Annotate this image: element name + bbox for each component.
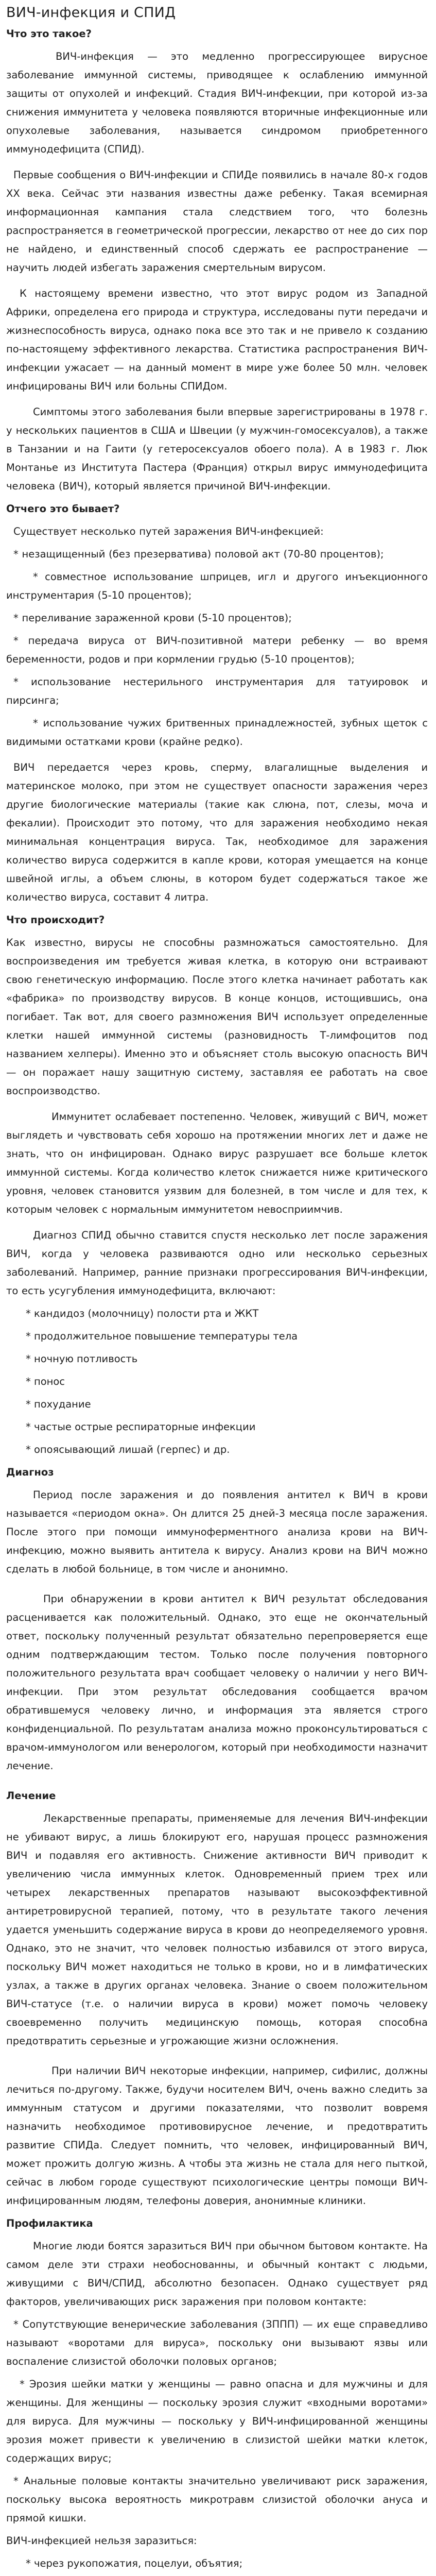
list-item: * ночную потливость [26, 1353, 138, 1365]
list-item: * совместное использование шприцев, игл и другого инъекционного инструментария (5-10 процентов); [6, 571, 428, 601]
list-item: * Сопутствующие венерические заболевания (ЗППП) — их еще справедливо называют «воротами для вируса», поскольку они вызывают язвы или воспаление слизистой оболочки половых органов; [6, 2318, 428, 2367]
list-item: * кандидоз (молочницу) полости рта и ЖКТ [26, 1308, 259, 1319]
paragraph: Как известно, вирусы не способны размножаться самостоятельно. Для воспроизведения им требуется живая клетка, в которую они встраивают свою генетическую информацию. После этого клетка начинает работать как «фабрика» по производству вирусов. В конце концов, истощившись, она погибает. Так вот, для своего размножения ВИЧ использует определенные клетки нашей иммунной системы (разновидность Т-лимфоцитов под названием хелперы). Именно это и объясняет столь высокую опасность ВИЧ — он поражает нашу защитную систему, заставляя ее работать на свое воспроизводство. [6, 937, 428, 1097]
section-causes [6, 500, 428, 907]
section-heading: Что это такое? [6, 28, 92, 40]
list-item: * Анальные половые контакты значительно увеличивают риск заражения, поскольку высока вероятность микротравм слизистой оболочки ануса и прямой кишки. [6, 2475, 428, 2524]
section-prevention [6, 2214, 428, 2576]
list-item: * через рукопожатия, поцелуи, объятия; [26, 2557, 243, 2569]
list-intro: ВИЧ-инфекцией нельзя заразиться: [6, 2535, 197, 2547]
list-item: * передача вируса от ВИЧ-позитивной матери ребенку — во время беременности, родов и при кормлении грудью (5-10 процентов); [6, 635, 428, 665]
paragraph: К настоящему времени известно, что этот вирус родом из Западной Африки, определена его природа и структура, исследованы пути передачи и жизнеспособность вируса, однако пока все это так и не привело к созданию по-настоящему эффективного лекарства. Статистика распространения ВИЧ-инфекции ужасает — на данный момент в мире уже более 50 млн. человек инфицированы ВИЧ или больны СПИДом. [6, 287, 428, 392]
list-item: * использование чужих бритвенных принадлежностей, зубных щеток с видимыми остатками крови (крайне редко). [6, 717, 428, 748]
paragraph: Лекарственные препараты, применяемые для лечения ВИЧ-инфекции не убивают вирус, а лишь блокируют его, нарушая процесс размножения ВИЧ и подавляя его активность. Снижение активности ВИЧ приводит к увеличению числа иммунных клеток. Одновременный прием трех или четырех лекарственных препаратов называют высокоэффективной антиретровирусной терапией, потому, что в результате такого лечения удается уменьшить содержание вируса в крови до неопределяемого уровня. Однако, это не значит, что человек полностью избавился от этого вируса, поскольку ВИЧ может находиться не только в крови, но и в лимфатических узлах, а также в других органах человека. Знание о своем положительном ВИЧ-статусе (т.е. о наличии вируса в крови) может помочь человеку своевременно получить медицинскую помощь, которая способна предотвратить серьезные и угрожающие жизни осложнения. [6, 1812, 428, 2047]
section-heading: Что происходит? [6, 914, 105, 926]
page-title: ВИЧ-инфекция и СПИД [6, 5, 176, 21]
list-intro: Существует несколько путей заражения ВИЧ-инфекцией: [13, 526, 324, 537]
list-item: * частые острые респираторные инфекции [26, 1421, 256, 1433]
paragraph: Диагноз СПИД обычно ставится спустя несколько лет после заражения ВИЧ, когда у человека развиваются одно или несколько серьезных заболеваний. Например, ранние признаки прогрессирования ВИЧ-инфекции, то есть усугубления иммунодефицита, включают: [6, 1229, 428, 1297]
list-item: * использование нестерильного инструментария для татуировок и пирсинга; [6, 676, 428, 706]
list-item: * продолжительное повышение температуры тела [26, 1330, 298, 1342]
paragraph: Многие люди боятся заразиться ВИЧ при обычном бытовом контакте. На самом деле эти страхи необоснованны, и обычный контакт с людьми, живущими с ВИЧ/СПИД, абсолютно безопасен. Однако существует ряд факторов, увеличивающих риск заражения при половом контакте: [6, 2240, 428, 2308]
section-what-happens [6, 911, 428, 1459]
paragraph: ВИЧ-инфекция — это медленно прогрессирующее вирусное заболевание иммунной системы, приводящее к ослаблению иммунной защиты от опухолей и инфекций. Стадия ВИЧ-инфекции, при которой из-за снижения иммунитета у человека появляются вторичные инфекционные или опухолевые заболевания, называется синдромом приобретенного иммунодефицита (СПИД). [6, 50, 428, 155]
section-heading: Лечение [6, 1790, 56, 1802]
paragraph: При наличии ВИЧ некоторые инфекции, например, сифилис, должны лечиться по-другому. Также, будучи носителем ВИЧ, очень важно следить за иммунным статусом и другими показателями, что позволит вовремя назначить необходимое противовирусное лечение, и предотвратить развитие СПИДа. Следует помнить, что человек, инфицированный ВИЧ, может прожить долгую жизнь. А чтобы эта жизнь не стала для него пыткой, сейчас в любом городе существуют психологические центры помощи ВИЧ-инфицированным людям, телефоны доверия, анонимные клиники. [6, 2065, 428, 2207]
list-item: * переливание зараженной крови (5-10 процентов); [13, 612, 292, 624]
paragraph: При обнаружении в крови антител к ВИЧ результат обследования расценивается как положительный. Однако, это еще не окончательный ответ, поскольку полученный результат обязательно перепроверяется еще одним подтверждающим тестом. Только после получения повторного положительного результата врач сообщает человеку о наличии у него ВИЧ-инфекции. При этом результат обследования сообщается врачом обратившемуся человеку лично, и информация эта является строго конфиденциальной. По результатам анализа можно проконсультироваться с врачом-иммунологом или венерологом, который при необходимости назначит лечение. [6, 1593, 428, 1772]
section-what-is-it [6, 25, 428, 496]
list-item: * понос [26, 1376, 65, 1387]
paragraph: Симптомы этого заболевания были впервые зарегистрированы в 1978 г. у нескольких пациентов в США и Швеции (у мужчин-гомосексуалов), а также в Танзании и на Гаити (у гетеросексуалов обоего пола). А в 1983 г. Люк Монтанье из Института Пастера (Франция) открыл вирус иммунодефицита человека (ВИЧ), который является причиной ВИЧ-инфекции. [6, 406, 428, 492]
paragraph: Иммунитет ослабевает постепенно. Человек, живущий с ВИЧ, может выглядеть и чувствовать себя хорошо на протяжении многих лет и даже не знать, что он инфицирован. Однако вирус разрушает все больше клеток иммунной системы. Когда количество клеток снижается ниже критического уровня, человек становится уязвим для болезней, в том числе и для тех, к которым человек с нормальным иммунитетом невосприимчив. [6, 1111, 428, 1215]
section-treatment [6, 1787, 428, 2210]
list-item: * опоясывающий лишай (герпес) и др. [26, 1444, 230, 1455]
paragraph: Период после заражения и до появления антител к ВИЧ в крови называется «периодом окна». Он длится 25 дней-3 месяца после заражения. После этого при помощи иммуноферментного анализа крови на ВИЧ-инфекцию, можно выявить антитела к вирусу. Анализ крови на ВИЧ можно сделать в любой больнице, в том числе и анонимно. [6, 1489, 428, 1575]
section-heading: Отчего это бывает? [6, 503, 120, 515]
paragraph: ВИЧ передается через кровь, сперму, влагалищные выделения и материнское молоко, при этом не существует опасности заражения через другие биологические материалы (такие как слюна, пот, слезы, моча и фекалии). Происходит это потому, что для заражения необходимо некая минимальная концентрация вируса. Так, необходимое для заражения количество вируса содержится в капле крови, которая умещается на конце швейной иглы, а объем слюны, в котором будет содержаться такое же количество вируса, составит 4 литра. [6, 761, 428, 903]
list-item: * Эрозия шейки матки у женщины — равно опасна и для мужчины и для женщины. Для женщины — поскольку эрозия служит «входными воротами» для вируса. Для мужчины — поскольку у ВИЧ-инфицированной женщины эрозия может привести к увеличению в слизистой шейки матки клеток, содержащих вирус; [6, 2378, 428, 2464]
section-heading: Диагноз [6, 1466, 54, 1478]
list-item: * похудание [26, 1398, 91, 1410]
paragraph: Первые сообщения о ВИЧ-инфекции и СПИДе появились в начале 80-х годов XX века. Сейчас эти названия известны даже ребенку. Такая всемирная информационная кампания стала следствием того, что болезнь распространяется в геометрической прогрессии, лекарство от нее до сих пор не найдено, и единственный способ сдержать ее распространение — научить людей избегать заражения смертельным вирусом. [6, 169, 428, 274]
section-heading: Профилактика [6, 2217, 93, 2229]
section-diagnosis [6, 1463, 428, 1775]
list-item: * незащищенный (без презерватива) половой акт (70-80 процентов); [13, 548, 384, 560]
